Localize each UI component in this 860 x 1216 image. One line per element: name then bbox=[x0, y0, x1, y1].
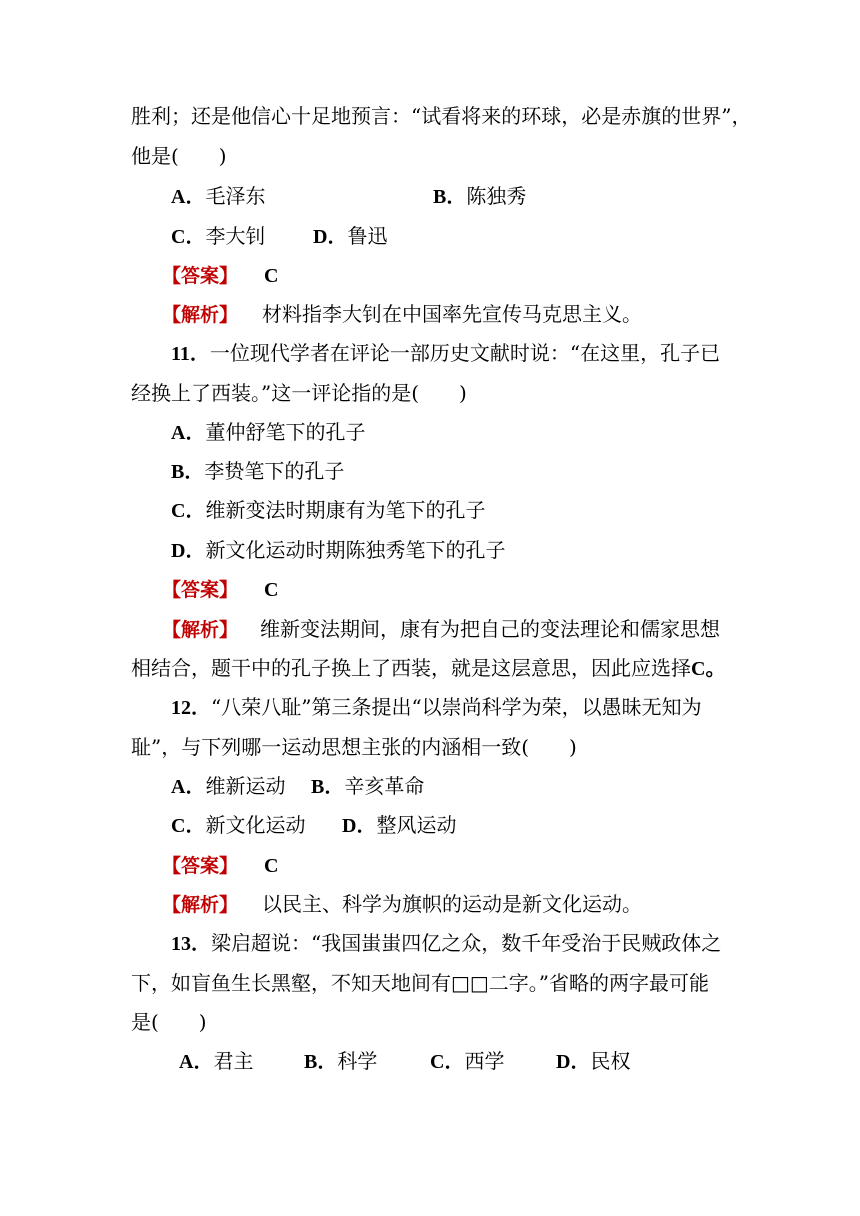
q11-answer-row bbox=[162, 577, 278, 602]
analysis-text: 以民主、科学为旗帜的运动是新文化运动。 bbox=[262, 892, 643, 916]
option-text: 维新变法时期康有为笔下的孔子 bbox=[205, 498, 486, 522]
option-text: 辛亥革命 bbox=[344, 774, 425, 798]
option-text: 民权 bbox=[590, 1049, 631, 1073]
option-letter: B． bbox=[311, 776, 345, 798]
q13-option-b bbox=[304, 1049, 377, 1074]
q12-option-d bbox=[342, 813, 456, 838]
analysis-label: 【解析】 bbox=[162, 894, 239, 916]
analysis-text: 相结合，题干中的孔子换上了西装，就是这层意思，因此应选择 bbox=[131, 656, 691, 680]
q10-stem-line1: 胜利；还是他信心十足地预言：“试看将来的环球，必是赤旗的世界”， bbox=[131, 104, 752, 128]
option-text: 维新运动 bbox=[205, 774, 286, 798]
stem-text: “八荣八耻”第三条提出“以崇尚科学为荣，以愚昧无知为 bbox=[211, 695, 702, 719]
option-letter: C． bbox=[171, 815, 206, 837]
question-number: 11． bbox=[171, 343, 210, 365]
q12-stem-line2: 耻”，与下列哪一运动思想主张的内涵相一致( ) bbox=[131, 735, 577, 759]
q11-analysis-row bbox=[162, 617, 720, 642]
option-letter: D． bbox=[342, 815, 377, 837]
option-letter: C． bbox=[171, 500, 206, 522]
option-letter: C． bbox=[171, 226, 206, 248]
analysis-choice: C。 bbox=[691, 658, 726, 680]
option-letter: B． bbox=[171, 461, 205, 483]
option-text: 君主 bbox=[213, 1049, 254, 1073]
answer-value: C bbox=[264, 265, 279, 287]
option-letter: A． bbox=[179, 1051, 214, 1073]
option-letter: A． bbox=[171, 422, 206, 444]
question-number: 13． bbox=[171, 933, 211, 955]
q11-stem-line2: 经换上了西装。”这一评论指的是( ) bbox=[131, 381, 467, 405]
option-text: 新文化运动 bbox=[205, 813, 306, 837]
q11-analysis-line2 bbox=[131, 656, 725, 681]
q11-option-d bbox=[171, 538, 505, 563]
option-letter: B． bbox=[433, 186, 467, 208]
q12-option-c bbox=[171, 813, 305, 838]
answer-value: C bbox=[264, 579, 279, 601]
q12-option-b bbox=[311, 774, 424, 799]
q10-stem-line2: 他是( ) bbox=[131, 144, 227, 168]
option-letter: D． bbox=[313, 226, 348, 248]
q10-option-d bbox=[313, 224, 387, 249]
question-number: 12． bbox=[171, 697, 211, 719]
option-text: 新文化运动时期陈独秀笔下的孔子 bbox=[205, 538, 506, 562]
q10-option-c bbox=[171, 224, 265, 249]
q13-stem-line2: 下，如盲鱼生长黑壑，不知天地间有□□二字。”省略的两字最可能 bbox=[131, 971, 710, 995]
q12-answer-row bbox=[162, 853, 278, 878]
q10-analysis-row bbox=[162, 302, 642, 327]
answer-label: 【答案】 bbox=[162, 579, 239, 601]
analysis-text: 维新变法期间，康有为把自己的变法理论和儒家思想 bbox=[260, 617, 721, 641]
answer-value: C bbox=[264, 855, 279, 877]
option-text: 科学 bbox=[337, 1049, 378, 1073]
q13-stem-line1 bbox=[171, 931, 721, 956]
option-text: 董仲舒笔下的孔子 bbox=[205, 420, 366, 444]
option-letter: A． bbox=[171, 186, 206, 208]
q13-option-d bbox=[556, 1049, 630, 1074]
q12-analysis-row bbox=[162, 892, 642, 917]
option-text: 整风运动 bbox=[376, 813, 457, 837]
option-letter: B． bbox=[304, 1051, 338, 1073]
q11-option-b bbox=[171, 459, 344, 484]
option-letter: C． bbox=[430, 1051, 465, 1073]
q13-option-a bbox=[179, 1049, 253, 1074]
option-text: 毛泽东 bbox=[205, 184, 266, 208]
option-letter: D． bbox=[556, 1051, 591, 1073]
analysis-label: 【解析】 bbox=[162, 619, 239, 641]
q11-option-c bbox=[171, 498, 485, 523]
q13-stem-line3: 是( ) bbox=[131, 1010, 207, 1034]
answer-label: 【答案】 bbox=[162, 855, 239, 877]
analysis-text: 材料指李大钊在中国率先宣传马克思主义。 bbox=[262, 302, 643, 326]
option-text: 陈独秀 bbox=[466, 184, 527, 208]
q13-option-c bbox=[430, 1049, 504, 1074]
q11-stem-line1 bbox=[171, 341, 720, 366]
q12-stem-line1 bbox=[171, 695, 702, 720]
option-text: 李大钊 bbox=[205, 224, 266, 248]
analysis-label: 【解析】 bbox=[162, 304, 239, 326]
option-text: 李贽笔下的孔子 bbox=[204, 459, 345, 483]
q12-option-a bbox=[171, 774, 285, 799]
q10-option-a bbox=[171, 184, 265, 209]
option-text: 鲁迅 bbox=[347, 224, 388, 248]
stem-text: 一位现代学者在评论一部历史文献时说：“在这里，孔子已 bbox=[209, 341, 721, 365]
q10-answer-row bbox=[162, 263, 278, 288]
option-letter: A． bbox=[171, 776, 206, 798]
option-text: 西学 bbox=[464, 1049, 505, 1073]
option-letter: D． bbox=[171, 540, 206, 562]
q11-option-a bbox=[171, 420, 365, 445]
stem-text: 梁启超说：“我国蚩蚩四亿之众，数千年受治于民贼政体之 bbox=[211, 931, 722, 955]
q10-option-b bbox=[433, 184, 526, 209]
answer-label: 【答案】 bbox=[162, 265, 239, 287]
